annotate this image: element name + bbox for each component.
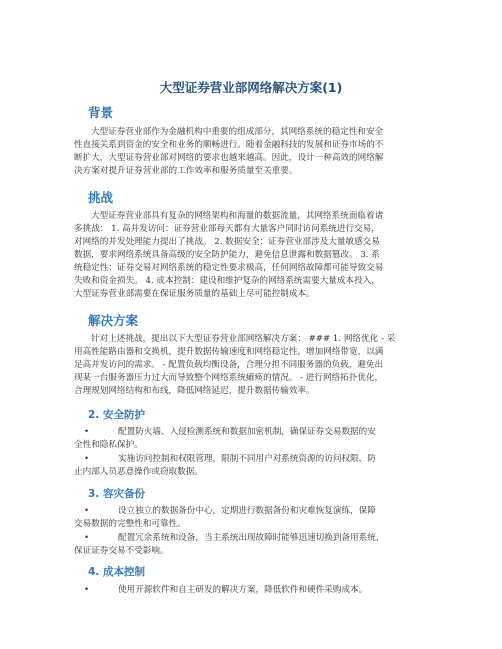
- bullet-icon: •: [84, 533, 90, 543]
- text-line: 保证证券交易不受影响。: [74, 546, 169, 556]
- text-line: 足高并发访问的需求。 - 配置负载均衡设备，合理分担不同服务器的负载，避免出: [74, 360, 384, 370]
- bullet-icon: •: [84, 454, 90, 464]
- heading-background: 背景: [88, 105, 114, 120]
- text-line: 失败和资金损失。 4. 成本控制：建设和维护复杂的网络系统需要大量成本投入，: [74, 276, 380, 286]
- list-item: [74, 532, 434, 558]
- text-line: 性直接关系到资金的安全和业务的顺畅进行。随着金融科技的发展和证券市场的不: [74, 140, 384, 150]
- text-line: 决方案对提升证券营业部的工作效率和服务质量至关重要。: [74, 166, 298, 176]
- heading-challenges: 挑战: [88, 190, 114, 205]
- text-line: 对网络的并发处理能力提出了挑战。 2. 数据安全：证券营业部涉及大量敏感交易: [74, 237, 380, 247]
- text-line: 使用开源软件和自主研发的解决方案，降低软件和硬件采购成本。: [118, 585, 368, 595]
- paragraph-solutions: [74, 333, 434, 398]
- text-line: 断扩大，大型证券营业部对网络的要求也越来越高。因此，设计一种高效的网络解: [74, 153, 384, 163]
- text-line: 全性和隐私保护。: [74, 440, 143, 450]
- text-line: 用高性能路由器和交换机，提升数据传输速度和网络稳定性，增加网络带宽，以满: [74, 347, 384, 357]
- text-line: 现某一台服务器压力过大而导致整个网络系统瘫痪的情况。 - 进行网络拓扑优化，: [74, 373, 384, 383]
- list-item: [74, 453, 434, 479]
- text-line: 配置防火墙、入侵检测系统和数据加密机制，确保证券交易数据的安: [118, 427, 376, 437]
- text-line: 多挑战： 1. 高并发访问：证券营业部每天都有大量客户同时访问系统进行交易，: [74, 224, 380, 234]
- text-line: 大型证券营业部作为金融机构中重要的组成部分，其网络系统的稳定性和安全: [91, 127, 384, 137]
- text-line: 针对上述挑战，提出以下大型证券营业部网络解决方案： ### 1. 网络优化 - 采: [91, 334, 396, 344]
- bullet-icon: •: [84, 427, 90, 437]
- text-line: 数据，要求网络系统具备高级的安全防护能力，避免信息泄露和数据篡改。 3. 系: [74, 250, 380, 260]
- text-line: 交易数据的完整性和可靠性。: [74, 519, 186, 529]
- text-line: 合理规划网络结构和布线，降低网络延迟，提升数据传输效率。: [74, 386, 315, 396]
- text-line: 设立独立的数据备份中心，定期进行数据备份和灾难恢复演练，保障: [118, 506, 376, 516]
- list-item: [74, 505, 434, 531]
- document-title: 大型证券营业部网络解决方案(1): [159, 80, 343, 95]
- bullet-icon: •: [84, 585, 90, 595]
- list-item: [74, 584, 434, 597]
- heading-security: 2. 安全防护: [88, 409, 145, 421]
- heading-cost-control: 4. 成本控制: [88, 566, 145, 578]
- paragraph-challenges: [74, 210, 434, 301]
- heading-disaster-recovery: 3. 容灾备份: [88, 488, 145, 500]
- list-item: [74, 426, 434, 452]
- text-line: 实施访问控制和权限管理，限制不同用户对系统资源的访问权限，防: [118, 454, 376, 464]
- paragraph-background: [74, 126, 434, 178]
- text-line: 大型证券营业部具有复杂的网络架构和海量的数据流量，其网络系统面临着诸: [91, 211, 384, 221]
- text-line: 配置冗余系统和设备，当主系统出现故障时能够迅速切换到备用系统，: [118, 533, 385, 543]
- bullet-icon: •: [84, 506, 90, 516]
- text-line: 止内部人员恶意操作或窃取数据。: [74, 467, 203, 477]
- text-line: 统稳定性：证券交易对网络系统的稳定性要求极高，任何网络故障都可能导致交易: [74, 263, 384, 273]
- text-line: 大型证券营业部需要在保证服务质量的基础上尽可能控制成本。: [74, 289, 315, 299]
- heading-solutions: 解决方案: [88, 313, 139, 328]
